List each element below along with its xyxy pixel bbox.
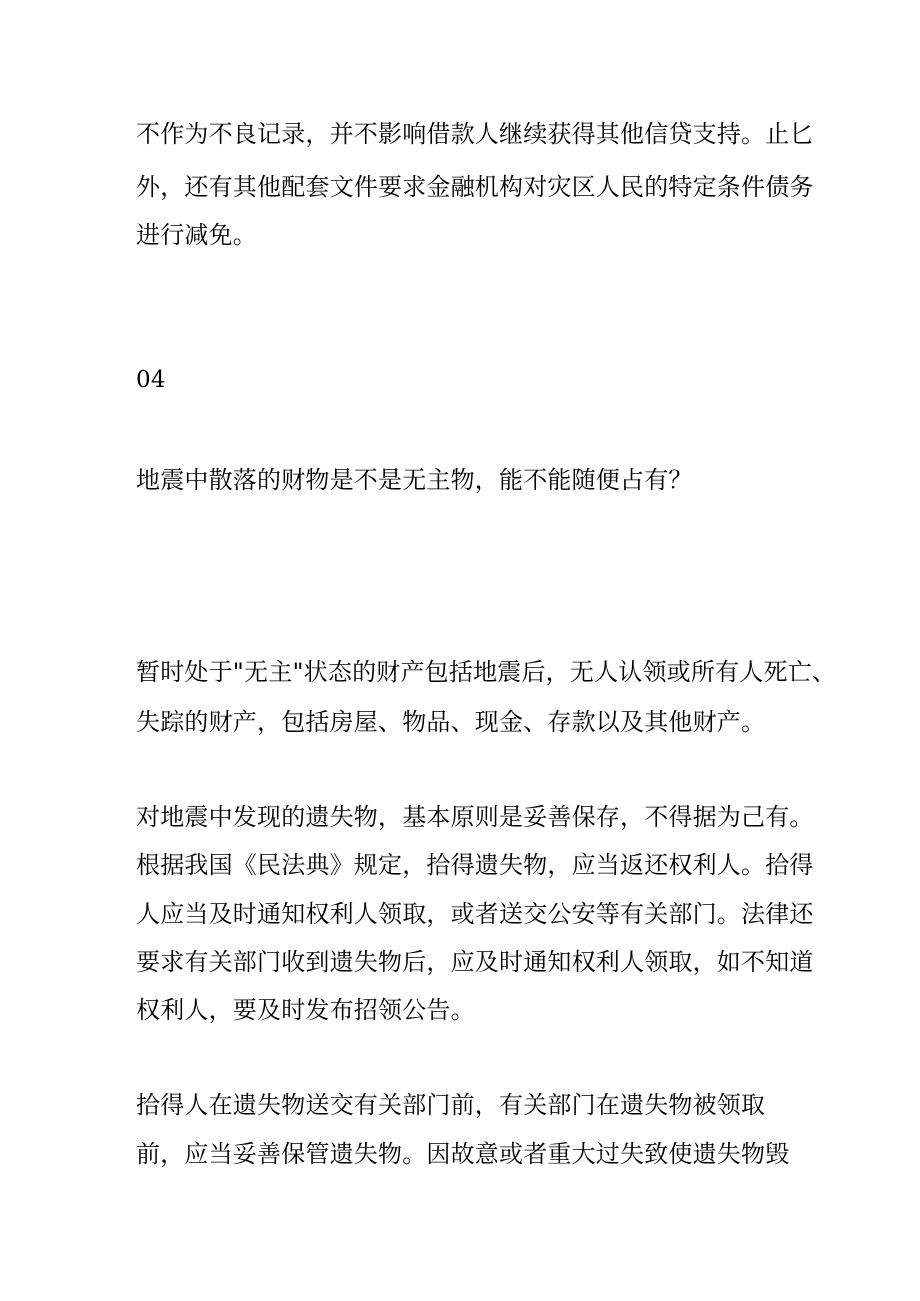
body-text-line: 拾得人在遗失物送交有关部门前，有关部门在遗失物被领取 — [136, 1091, 766, 1119]
body-text-line: 前，应当妥善保管遗失物。因故意或者重大过失致使遗失物毁 — [136, 1140, 790, 1168]
body-text-line: 暂时处于"无主"状态的财产包括地震后，无人认领或所有人死亡、 — [136, 658, 837, 686]
section-number: 04 — [136, 367, 166, 393]
body-text-line: 根据我国《民法典》规定，拾得遗失物，应当返还权利人。拾得 — [136, 851, 814, 879]
body-text-line: 失踪的财产，包括房屋、物品、现金、存款以及其他财产。 — [136, 708, 766, 736]
body-text-line: 进行减免。 — [136, 221, 257, 249]
body-text-line: 人应当及时通知权利人领取，或者送交公安等有关部门。法律还 — [136, 900, 814, 928]
body-text-line: 不作为不良记录，并不影响借款人继续获得其他信贷支持。止匕 — [136, 120, 814, 148]
body-text-line: 对地震中发现的遗失物，基本原则是妥善保存，不得据为己有。 — [136, 803, 814, 831]
section-question-heading: 地震中散落的财物是不是无主物，能不能随便占有？ — [136, 466, 693, 494]
body-text-line: 外，还有其他配套文件要求金融机构对灾区人民的特定条件债务 — [136, 173, 814, 201]
body-text-line: 权利人，要及时发布招领公告。 — [136, 996, 475, 1024]
body-text-line: 要求有关部门收到遗失物后，应及时通知权利人领取，如不知道 — [136, 948, 814, 976]
